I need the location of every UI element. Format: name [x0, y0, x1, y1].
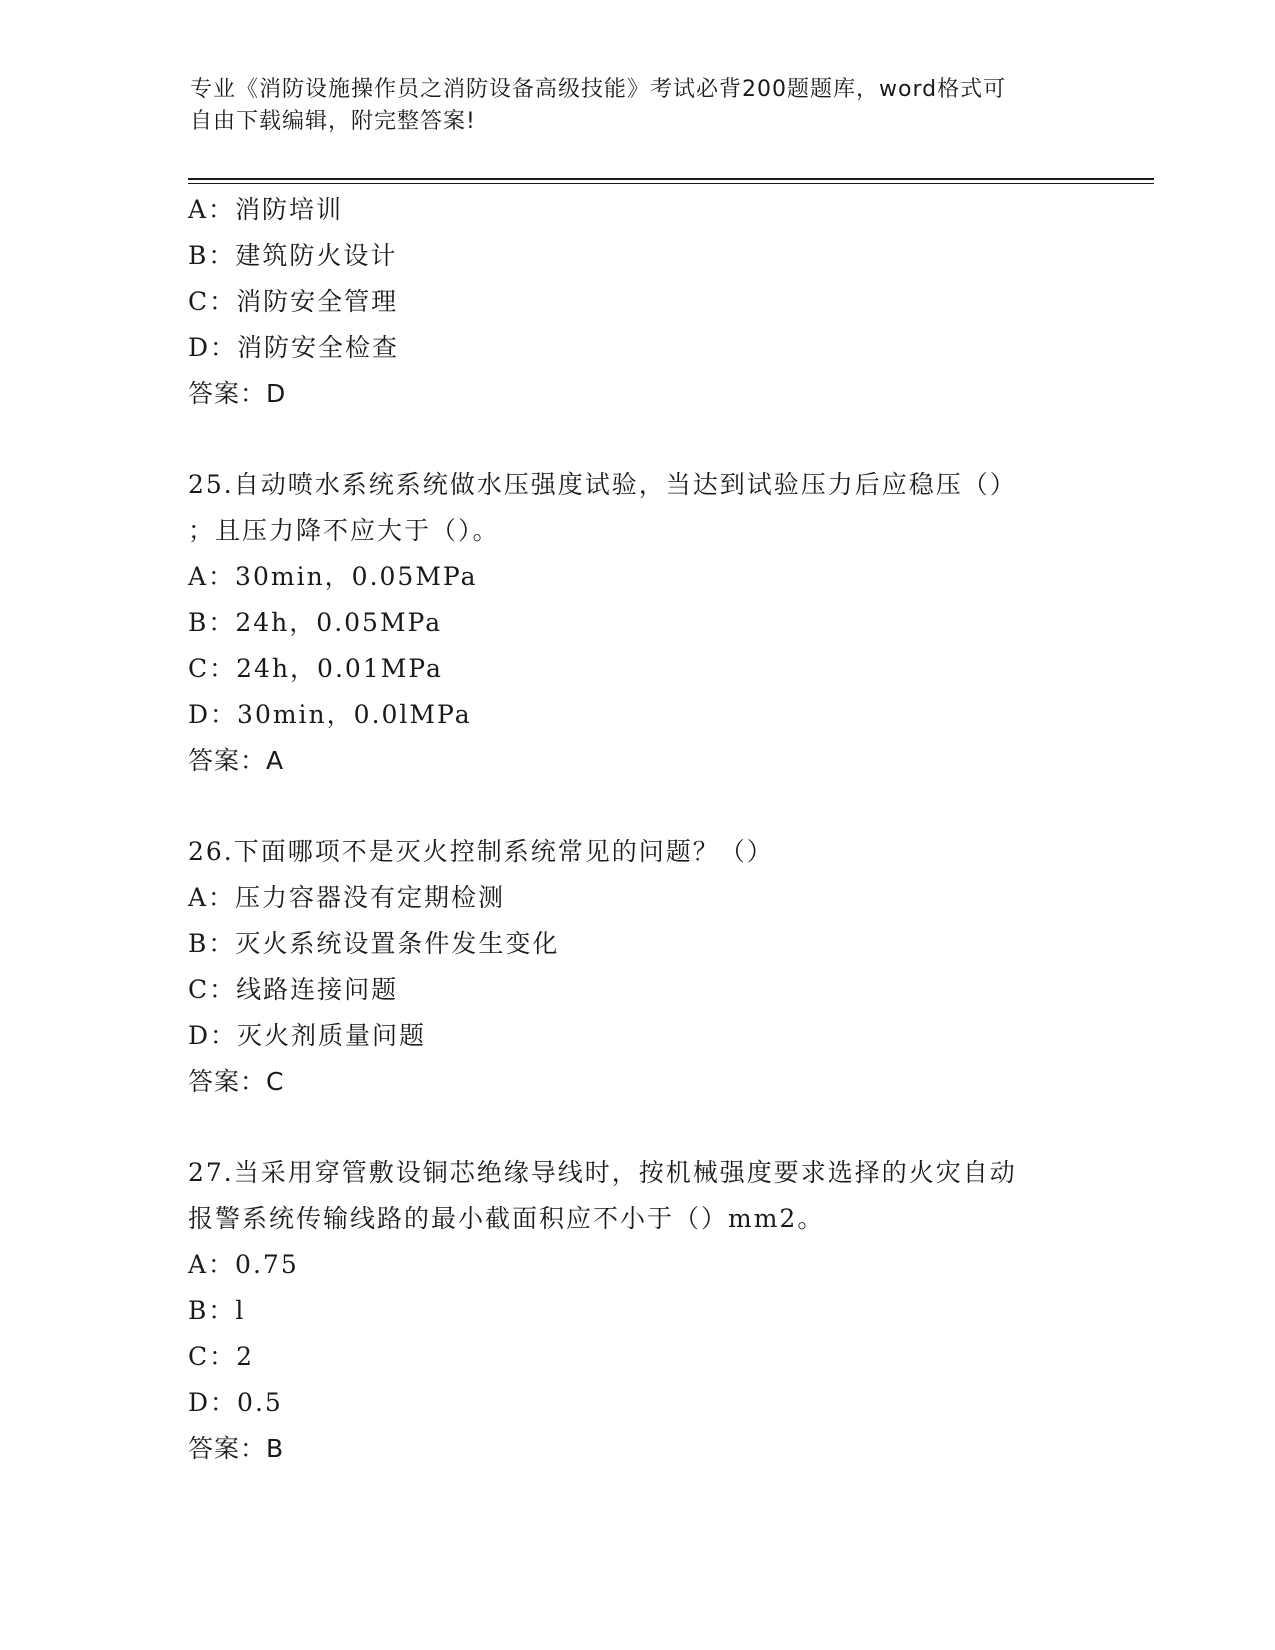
answer-line: 答案：C [188, 1067, 285, 1096]
spacer [188, 417, 1088, 462]
spacer [188, 784, 1088, 829]
question-text-line-1: 27.当采用穿管敷设铜芯绝缘导线时，按机械强度要求选择的火灾自动 [188, 1158, 1017, 1187]
question-25 [188, 462, 1088, 784]
question-text-line-1: 25.自动喷水系统系统做水压强度试验，当达到试验压力后应稳压（） [188, 470, 1017, 499]
option-c: C：24h，0.01MPa [188, 654, 443, 683]
option-d: D：30min，0.0lMPa [188, 700, 472, 729]
header-divider-thick [188, 178, 1154, 180]
question-26 [188, 829, 1088, 1105]
option-a: A：0.75 [188, 1250, 299, 1279]
option-b: B：24h，0.05MPa [188, 608, 443, 637]
question-text-line-1: 26.下面哪项不是灭火控制系统常见的问题？（） [188, 837, 774, 866]
answer-line: 答案：A [188, 746, 285, 775]
option-d: D：0.5 [188, 1388, 283, 1417]
option-a: A：30min，0.05MPa [188, 562, 478, 591]
option-d: D：消防安全检查 [188, 333, 400, 362]
option-c: C：线路连接问题 [188, 975, 399, 1004]
option-a: A：压力容器没有定期检测 [188, 883, 506, 912]
header-line-2: 自由下载编辑，附完整答案! [190, 109, 476, 134]
question-text-line-2: ；且压力降不应大于（）。 [188, 516, 500, 545]
header-divider-thin [188, 183, 1154, 184]
option-b: B：l [188, 1296, 246, 1325]
option-b: B：建筑防火设计 [188, 241, 398, 270]
option-b: B：灭火系统设置条件发生变化 [188, 929, 560, 958]
question-27 [188, 1150, 1088, 1472]
answer-line: 答案：B [188, 1434, 285, 1463]
option-c: C：2 [188, 1342, 255, 1371]
document-header [190, 74, 1090, 138]
question-list [188, 187, 1088, 1472]
answer-line: 答案：D [188, 379, 287, 408]
option-c: C：消防安全管理 [188, 287, 399, 316]
header-line-1: 专业《消防设施操作员之消防设备高级技能》考试必背200题题库，word格式可 [190, 77, 1007, 102]
question-24 [188, 187, 1088, 417]
question-text-line-2: 报警系统传输线路的最小截面积应不小于（）mm2。 [188, 1204, 825, 1233]
option-d: D：灭火剂质量问题 [188, 1021, 427, 1050]
spacer [188, 1105, 1088, 1150]
option-a: A：消防培训 [188, 195, 344, 224]
